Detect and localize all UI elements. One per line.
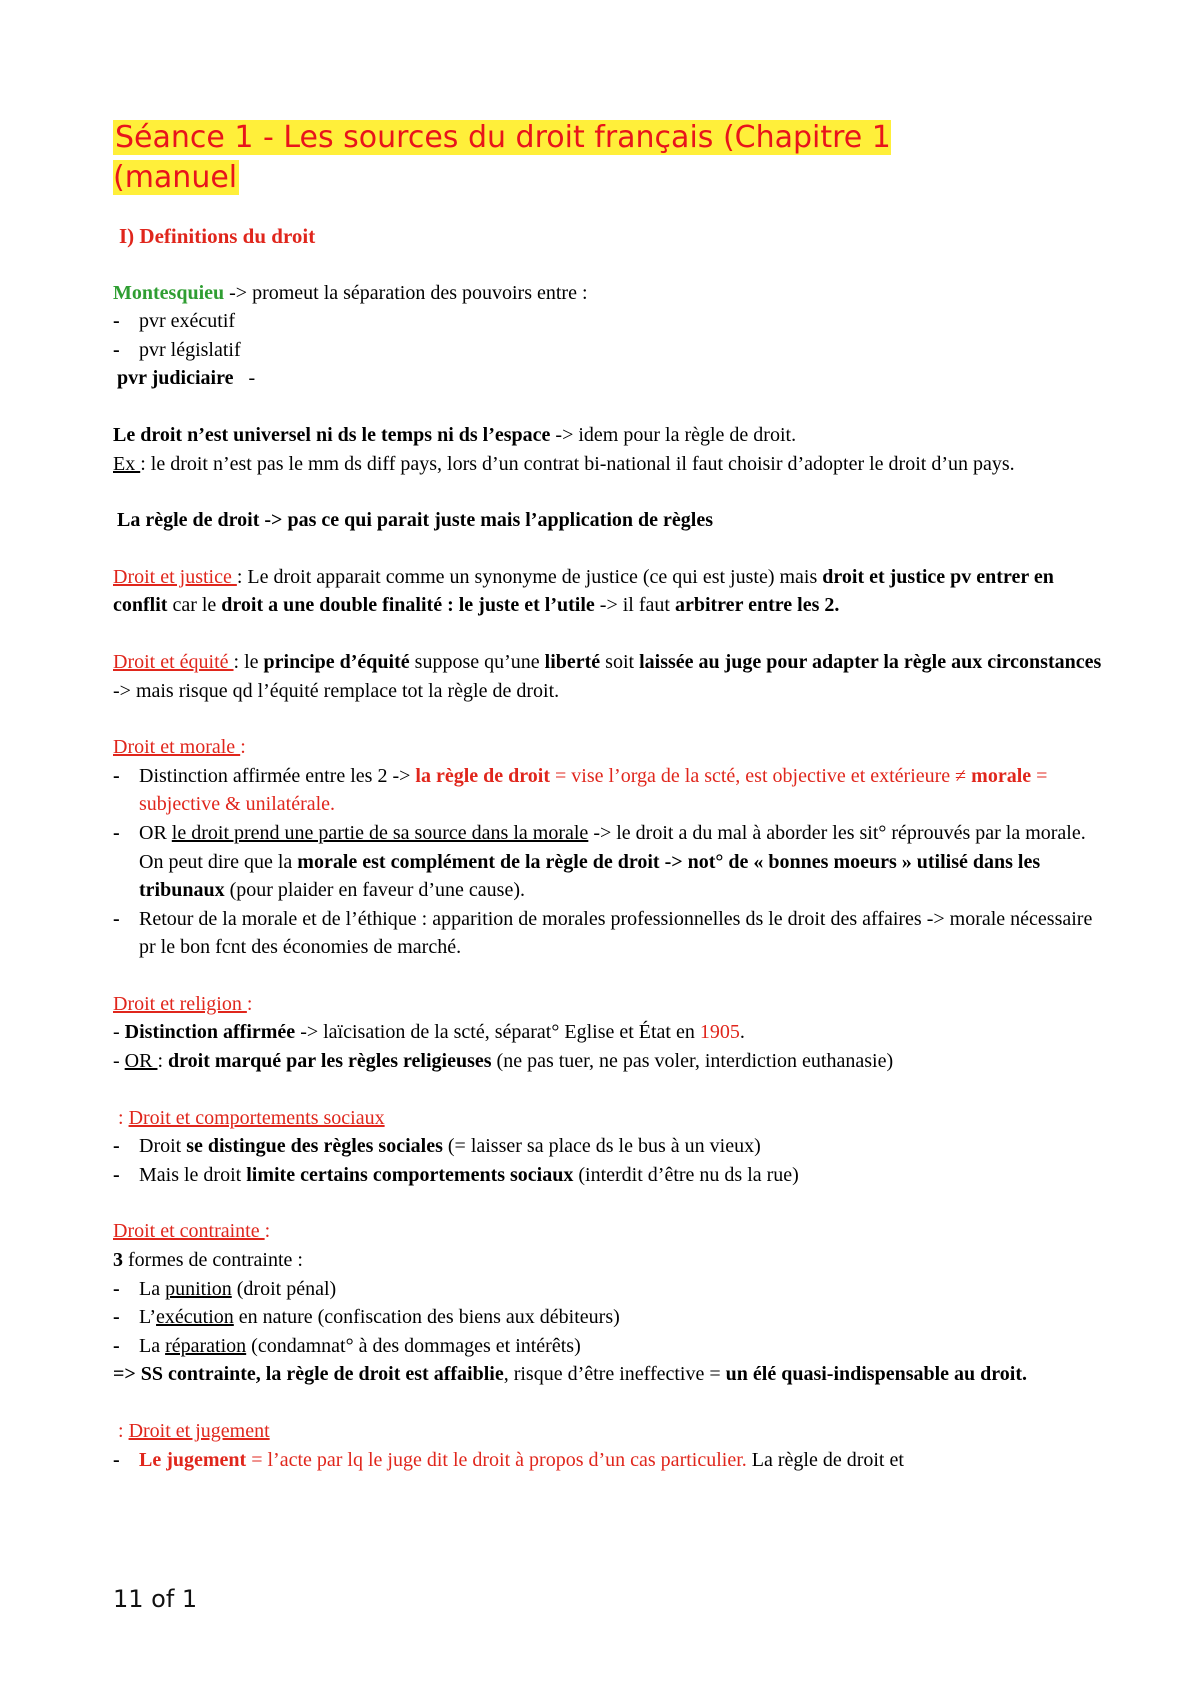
- bold-text: un élé quasi-indispensable au droit.: [725, 1363, 1028, 1386]
- list-item: - pvr législatif: [113, 336, 1103, 365]
- jugement-heading: [113, 1417, 1103, 1446]
- underlined-text: punition: [165, 1277, 232, 1300]
- document-body: [113, 222, 1103, 1474]
- underlined-text: réparation: [165, 1334, 247, 1357]
- page-title: [113, 118, 983, 198]
- list-item: [113, 1275, 1103, 1304]
- red-text: = l’acte par lq le juge dit le droit à propos d’un cas particulier.: [246, 1448, 747, 1471]
- text: La règle de droit et: [746, 1448, 904, 1471]
- bold-text: morale est complément de la règle de droit -> not° de « bonnes moeurs » utilisé dans les tribunaux: [139, 850, 1041, 902]
- bold-text: droit a une double finalité : le juste et l’utile: [221, 594, 595, 617]
- morale-label: Droit et morale: [113, 736, 241, 759]
- red-text: = vise l’orga de la scté, est objective et extérieure ≠: [550, 764, 972, 787]
- list-item: - Retour de la morale et de l’éthique : apparition de morales professionnelles ds le droit des affaires -> morale nécessaire pr le bon fcnt des économies de marché.: [113, 905, 1103, 962]
- text: Distinction affirmée entre les 2 ->: [139, 764, 416, 787]
- bold-text: principe d’équité: [263, 650, 410, 673]
- equite-label: Droit et équité: [113, 650, 234, 673]
- red-text: = subjective & unilatérale.: [139, 764, 1048, 816]
- bold-text: droit marqué par les règles religieuses: [168, 1050, 492, 1073]
- sociaux-label: Droit et comportements sociaux: [128, 1106, 385, 1129]
- text: -> laïcisation de la scté, séparat° Eglise et État en: [295, 1021, 700, 1044]
- text: .: [739, 1021, 745, 1044]
- example-paragraph: [113, 450, 1103, 479]
- list-item-text: pvr judiciaire: [117, 367, 234, 390]
- universel-bold: Le droit n’est universel ni ds le temps ni ds l’espace: [113, 423, 551, 446]
- universel-rest: -> idem pour la règle de droit.: [550, 423, 797, 446]
- count: 3: [113, 1249, 123, 1272]
- text: : Le droit apparait comme un synonyme de justice (ce qui est juste) mais: [236, 565, 823, 588]
- list-dash: -: [113, 1050, 125, 1073]
- religion-line: [113, 1018, 1103, 1047]
- text: (= laisser sa place ds le bus à un vieux): [442, 1135, 761, 1158]
- text: (droit pénal): [231, 1277, 337, 1300]
- bold-text: morale: [971, 764, 1032, 787]
- underlined-text: le droit prend une partie de sa source dans la morale: [171, 821, 589, 844]
- text: :: [157, 1050, 169, 1073]
- justice-paragraph: [113, 563, 1103, 620]
- text: OR: [139, 821, 172, 844]
- underlined-text: OR: [124, 1050, 158, 1073]
- colon: :: [113, 1420, 129, 1442]
- bold-text: la règle de droit: [415, 764, 550, 787]
- underlined-text: exécution: [156, 1306, 234, 1329]
- list-item: [113, 1132, 1103, 1161]
- bold-text: liberté: [544, 650, 601, 673]
- text: suppose qu’une: [409, 650, 545, 673]
- equite-paragraph: [113, 648, 1103, 705]
- bold-text: Distinction affirmée: [124, 1021, 296, 1044]
- contrainte-heading: [113, 1217, 1103, 1246]
- morale-heading: [113, 733, 1103, 762]
- colon: :: [246, 992, 253, 1015]
- list-item: [113, 819, 1103, 905]
- text: Mais le droit: [139, 1163, 247, 1186]
- contrainte-intro: [113, 1246, 1103, 1275]
- page-counter: 11 of 1: [113, 1585, 198, 1613]
- universel-paragraph: [113, 421, 1103, 450]
- montesquieu-name: Montesquieu: [113, 281, 225, 304]
- list-item: [113, 1161, 1103, 1190]
- list-item-last: [113, 364, 1103, 393]
- jugement-label: Droit et jugement: [128, 1420, 270, 1442]
- list-dash: -: [233, 367, 256, 390]
- regle-paragraph: La règle de droit -> pas ce qui parait juste mais l’application de règles: [117, 509, 713, 532]
- religion-line: [113, 1047, 1103, 1076]
- text: formes de contrainte :: [123, 1249, 303, 1272]
- colon: :: [264, 1220, 271, 1243]
- text: car le: [167, 594, 222, 617]
- text: -> mais risque qd l’équité remplace tot la règle de droit.: [113, 679, 560, 702]
- justice-label: Droit et justice: [113, 565, 237, 588]
- bold-text: laissée au juge pour adapter la règle aux circonstances: [639, 650, 1102, 673]
- text: La: [139, 1334, 166, 1357]
- text: (pour plaider en faveur d’une cause).: [224, 879, 526, 902]
- list-item: [113, 1332, 1103, 1361]
- list-item: [113, 1303, 1103, 1332]
- bold-text: arbitrer entre les 2.: [674, 594, 840, 617]
- sociaux-heading: [113, 1104, 1103, 1133]
- text: , risque d’être ineffective =: [503, 1363, 726, 1386]
- page-title-text: Séance 1 - Les sources du droit français (Chapitre 1 (manuel: [113, 120, 891, 195]
- text: soit: [600, 650, 640, 673]
- text: -> il faut: [594, 594, 675, 617]
- text: Droit: [139, 1135, 187, 1158]
- text: : le: [233, 650, 264, 673]
- colon: :: [240, 736, 246, 759]
- bold-text: Le jugement: [139, 1448, 247, 1471]
- text: (interdit d’être nu ds la rue): [573, 1163, 799, 1186]
- bold-text: droit et justice pv entrer en conflit: [113, 565, 1054, 617]
- list-item: [113, 762, 1103, 819]
- text: La: [139, 1277, 166, 1300]
- bold-text: se distingue des règles sociales: [186, 1135, 443, 1158]
- text: L’: [139, 1306, 157, 1329]
- contrainte-label: Droit et contrainte: [113, 1220, 265, 1243]
- contrainte-conclusion: [113, 1360, 1103, 1389]
- montesquieu-text: -> promeut la séparation des pouvoirs entre :: [224, 281, 588, 304]
- list-dash: -: [113, 1021, 125, 1044]
- text: -> le droit a du mal à aborder les sit° réprouvés par la morale. On peut dire que la: [139, 821, 1086, 873]
- list-item: [113, 1446, 1103, 1475]
- text: (condamnat° à des dommages et intérêts): [246, 1334, 581, 1357]
- year: 1905: [699, 1021, 740, 1044]
- list-item: - pvr exécutif: [113, 307, 1103, 336]
- example-label: Ex: [113, 452, 141, 475]
- bold-text: limite certains comportements sociaux: [246, 1163, 574, 1186]
- text: en nature (confiscation des biens aux débiteurs): [233, 1306, 620, 1329]
- montesquieu-paragraph: [113, 279, 1103, 308]
- colon: :: [113, 1106, 129, 1129]
- religion-label: Droit et religion: [113, 992, 247, 1015]
- section-heading: I) Definitions du droit: [119, 224, 316, 248]
- example-text: : le droit n’est pas le mm ds diff pays, lors d’un contrat bi-national il faut choisir d’adopter le droit d’un pays.: [140, 452, 1015, 475]
- text: (ne pas tuer, ne pas voler, interdiction euthanasie): [491, 1050, 894, 1073]
- religion-heading: [113, 990, 1103, 1019]
- bold-text: => SS contrainte, la règle de droit est affaiblie: [113, 1363, 504, 1386]
